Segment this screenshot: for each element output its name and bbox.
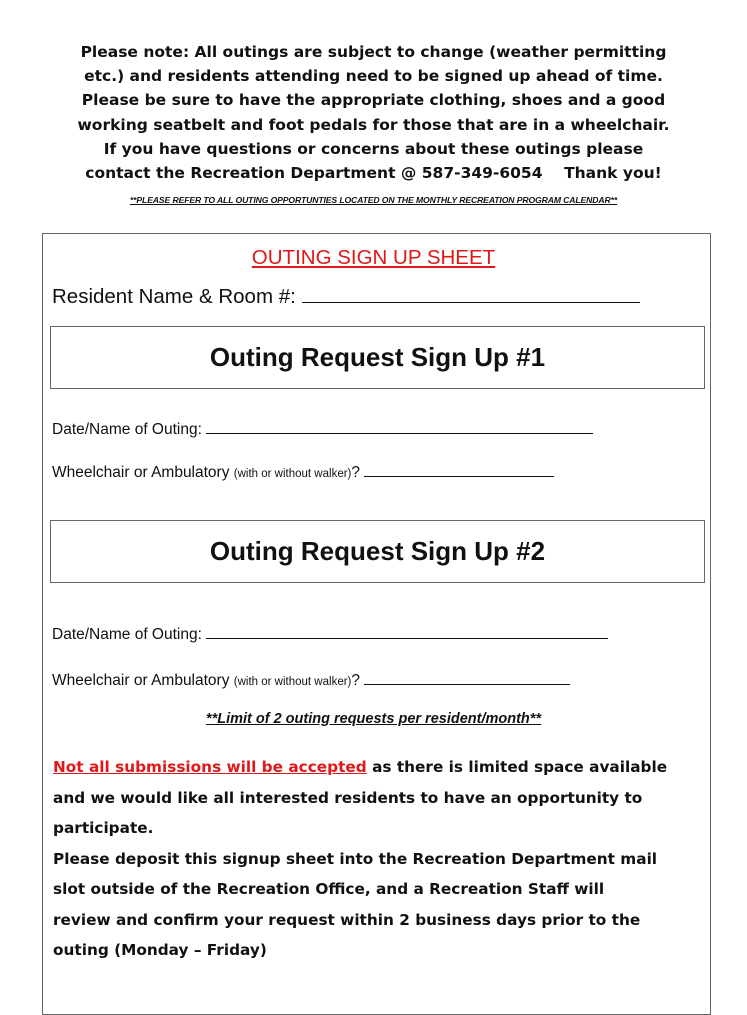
request-1-heading-box xyxy=(50,326,705,389)
info-line: and we would like all interested residents to have an opportunity to xyxy=(53,788,643,807)
request-2-heading-box xyxy=(50,520,705,583)
notice-line: Please note: All outings are subject to change (weather permitting xyxy=(80,43,667,61)
notice-line: If you have questions or concerns about these outings please xyxy=(103,139,644,158)
request-1-mobility-row xyxy=(52,464,554,482)
request-1-date-field[interactable] xyxy=(206,421,593,434)
info-line: Please deposit this signup sheet into the Recreation Department mail xyxy=(53,849,658,868)
submission-info xyxy=(53,752,703,966)
request-2-mobility-field[interactable] xyxy=(364,672,570,685)
request-1-mobility-note: (with or without walker) xyxy=(233,468,352,480)
request-2-heading: Outing Request Sign Up #2 xyxy=(209,536,546,566)
resident-name-row xyxy=(52,285,702,309)
info-line-1-rest: as there is limited space available xyxy=(366,758,668,776)
request-1-mobility-field[interactable] xyxy=(364,464,554,477)
calendar-reference-note: **PLEASE REFER TO ALL OUTING OPPORTUNTIES LOCATED ON THE MONTHLY RECREATION PROGRAM CALENDAR** xyxy=(129,195,618,205)
request-2-date-field[interactable] xyxy=(206,626,608,639)
request-2-date-label: Date/Name of Outing: xyxy=(52,626,207,643)
info-line: slot outside of the Recreation Office, and a Recreation Staff will xyxy=(53,880,605,898)
request-2-mobility-suffix: ? xyxy=(351,672,365,689)
info-line xyxy=(53,752,703,783)
sheet-title: OUTING SIGN UP SHEET xyxy=(251,246,496,269)
notice-line: working seatbelt and foot pedals for those that are in a wheelchair. xyxy=(77,115,670,134)
request-1-date-row xyxy=(52,421,593,439)
resident-name-field[interactable] xyxy=(302,286,640,303)
info-line: review and confirm your request within 2 business days prior to the xyxy=(53,910,641,929)
request-1-date-label: Date/Name of Outing: xyxy=(52,421,207,438)
notice-block xyxy=(0,40,747,185)
resident-name-label: Resident Name & Room #: xyxy=(52,285,302,308)
info-line: participate. xyxy=(53,819,154,837)
not-accepted-warning: Not all submissions will be accepted xyxy=(53,758,367,776)
request-2-mobility-row xyxy=(52,672,570,690)
request-2-mobility-note: (with or without walker) xyxy=(233,676,352,688)
info-line: outing (Monday – Friday) xyxy=(53,941,267,959)
request-2-date-row xyxy=(52,626,608,644)
request-1-mobility-suffix: ? xyxy=(351,464,365,481)
request-1-mobility-label: Wheelchair or Ambulatory xyxy=(52,464,234,481)
limit-note: **Limit of 2 outing requests per resident/month** xyxy=(205,711,542,727)
notice-line: Please be sure to have the appropriate clothing, shoes and a good xyxy=(81,91,666,110)
request-2-mobility-label: Wheelchair or Ambulatory xyxy=(52,672,234,689)
notice-line: etc.) and residents attending need to be signed up ahead of time. xyxy=(84,67,663,86)
request-1-heading: Outing Request Sign Up #1 xyxy=(209,342,546,372)
notice-line: contact the Recreation Department @ 587-349-6054 Thank you! xyxy=(85,164,662,183)
